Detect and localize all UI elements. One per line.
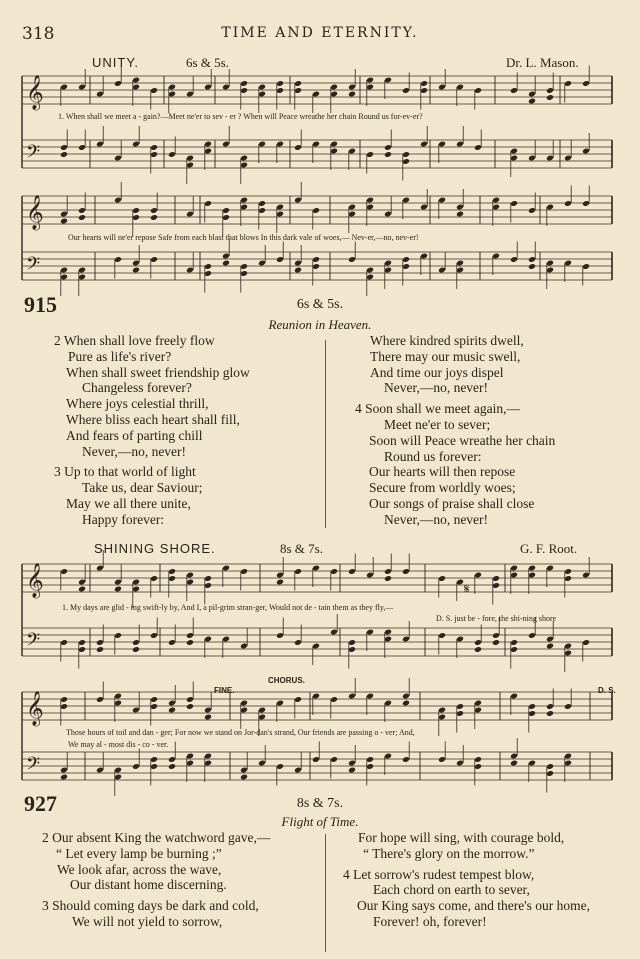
verse-line: Pure as life's river? (68, 348, 172, 364)
svg-text:𝄢: 𝄢 (26, 142, 41, 167)
verse-line: 3 Should coming days be dark and cold, (42, 898, 259, 914)
verse-line: And fears of parting chill (66, 427, 203, 443)
unity-system-1 (22, 66, 612, 185)
hymn-927-right-column (343, 830, 590, 930)
verse-line: Forever! oh, forever! (373, 913, 487, 929)
tune-meter-unity: 6s & 5s. (186, 55, 229, 70)
tune-name-unity: UNITY. (92, 55, 139, 70)
hymn-meter-915: 6s & 5s. (296, 297, 344, 312)
verse-line: Never,—no, never! (82, 443, 187, 459)
hymn-subtitle-927: Flight of Time. (281, 814, 359, 829)
verse-line: Never,—no, never! (384, 511, 489, 527)
svg-text:𝄢: 𝄢 (26, 630, 41, 655)
ds-marking: D. S. (598, 686, 616, 695)
hymn-915-left-column (54, 333, 250, 528)
verse-line: Each chord on earth to sever, (373, 882, 530, 898)
hymn-number-915: 915 (24, 292, 57, 317)
verse-line: Take us, dear Saviour; (82, 480, 203, 496)
composer-unity: Dr. L. Mason. (506, 55, 579, 70)
column-divider (325, 340, 326, 528)
verse-line: And time our joys dispel (370, 364, 504, 380)
lyric-shining-line2: Those hours of toil and dan - ger; For now we stand on Jor-dan's strand, Our friends are passing o - ver; And, (66, 728, 415, 737)
verse-line: May we all there unite, (66, 495, 191, 511)
verse-line: Our King says come, and there's our home, (357, 898, 591, 914)
verse-line: Never,—no, never! (384, 380, 489, 396)
svg-text:𝄞: 𝄞 (26, 75, 44, 110)
lyric-shining-line1: 1. My days are glid - ing swift-ly by, And I, a pil-grim stran-ger, Would not de - tain them as they fly,— (62, 603, 394, 612)
svg-text:𝄞: 𝄞 (26, 195, 44, 230)
column-divider (325, 834, 326, 952)
tune-meter-shining-shore: 8s & 7s. (280, 541, 323, 556)
lyric-shining-line1b: D. S. just be - fore, the shi-ning shore (436, 614, 557, 623)
chorus-marking: CHORUS. (268, 676, 305, 685)
verse-line: We will not yield to sorrow, (72, 913, 223, 929)
svg-text:𝄢: 𝄢 (26, 254, 41, 279)
verse-line: Happy forever: (82, 511, 165, 527)
fine-marking: FINE. (214, 686, 235, 695)
verse-line: Soon will Peace wreathe her chain (369, 432, 556, 448)
verse-line: There may our music swell, (370, 348, 521, 364)
hymn-915-right-column (355, 333, 555, 528)
page-number: 318 (22, 24, 55, 44)
hymn-927-left-column (42, 830, 270, 930)
lyric-shining-line2b: We may al - most dis - co - ver. (68, 740, 169, 749)
verse-line: 3 Up to that world of light (54, 464, 196, 480)
svg-text:𝄞: 𝄞 (26, 563, 44, 598)
verse-line: 2 When shall love freely flow (54, 333, 215, 348)
shining-system-2 (22, 678, 612, 796)
composer-shining-shore: G. F. Root. (520, 541, 578, 556)
verse-line: Secure from worldly woes; (369, 480, 516, 496)
verse-line: Our distant home discerning. (70, 877, 227, 893)
verse-line: Where joys celestial thrill, (66, 396, 209, 412)
page-title: TIME AND ETERNITY. (221, 25, 419, 41)
verse-line: Our songs of praise shall close (369, 495, 535, 511)
verse-line: 4 Let sorrow's rudest tempest blow, (343, 866, 535, 882)
lyric-unity-line1: 1. When shall we meet a - gain?—Meet ne'er to sev - er ? When will Peace wreathe her chain Round us for-ev-er? (58, 112, 423, 121)
verse-line: “ There's glory on the morrow.” (363, 845, 535, 861)
verse-line: Changeless forever? (82, 380, 192, 396)
verse-line: When shall sweet friendship glow (66, 364, 250, 380)
hymn-number-927: 927 (24, 791, 57, 816)
verse-line: Round us forever: (384, 448, 482, 464)
tune-name-shining-shore: SHINING SHORE. (94, 541, 216, 556)
svg-text:𝄞: 𝄞 (26, 691, 44, 726)
verse-line: Where kindred spirits dwell, (370, 333, 524, 348)
verse-line: Our hearts will then repose (369, 464, 516, 480)
segno-sign: 𝄋 (464, 582, 470, 597)
lyric-unity-line2: Our hearts will ne'er repose Safe from each blast that blows In this dark vale of woes,— Nev-er,—no, nev-er! (68, 233, 419, 242)
verse-line: We look afar, across the wave, (57, 861, 222, 877)
verse-line: 4 Soon shall we meet again,— (355, 401, 520, 417)
svg-text:𝄢: 𝄢 (26, 754, 41, 779)
verse-line: “ Let every lamp be burning ;” (56, 845, 222, 861)
verse-line: For hope will sing, with courage bold, (358, 830, 565, 845)
verse-line: 2 Our absent King the watchword gave,— (42, 830, 271, 845)
verse-line: Meet ne'er to sever; (384, 416, 491, 432)
verse-line: Where bliss each heart shall fill, (66, 411, 240, 427)
hymn-meter-927: 8s & 7s. (296, 796, 344, 811)
hymn-subtitle-915: Reunion in Heaven. (268, 317, 372, 332)
